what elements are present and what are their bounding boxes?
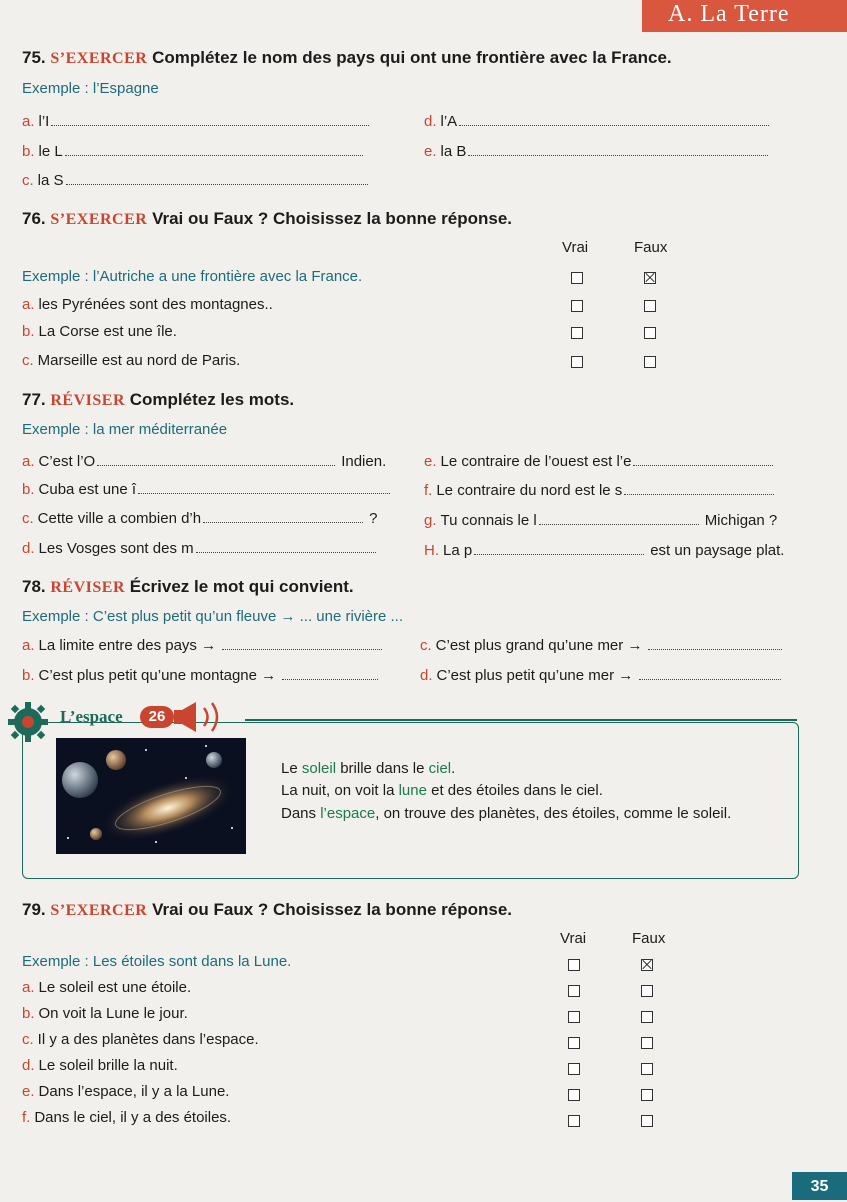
exercise-kind: S’EXERCER (50, 50, 148, 67)
ex76-item-c: c. Marseille est au nord de Paris. (22, 352, 241, 369)
exercise-77-title (22, 390, 294, 410)
answer-blank[interactable] (459, 124, 769, 126)
exercise-kind: RÉVISER (50, 579, 126, 596)
vrai-checkbox[interactable] (571, 300, 583, 312)
vrai-checkbox[interactable] (568, 985, 580, 997)
faux-checkbox[interactable] (644, 327, 656, 339)
faux-checkbox[interactable] (641, 985, 653, 997)
faux-checkbox[interactable] (641, 1037, 653, 1049)
exercise-78-example: Exemple : C’est plus petit qu’un fleuve → ... une rivière ... (22, 608, 404, 625)
ex78-item-c: c. C’est plus grand qu’une mer → (420, 637, 784, 654)
exercise-78-title (22, 577, 354, 597)
exercise-instruction: Vrai ou Faux ? Choisissez la bonne réponse. (152, 209, 512, 228)
ex77-item-a: a. C’est l’O Indien. (22, 453, 387, 470)
faux-checkbox[interactable] (644, 356, 656, 368)
ex77-item-c: c. Cette ville a combien d’h ? (22, 510, 378, 527)
answer-blank[interactable] (468, 154, 768, 156)
exercise-kind: RÉVISER (50, 392, 126, 409)
answer-blank[interactable] (222, 648, 382, 650)
exercise-kind: S’EXERCER (50, 211, 148, 228)
ex79-item-c: c. Il y a des planètes dans l’espace. (22, 1031, 259, 1048)
column-vrai: Vrai (562, 239, 589, 256)
exercise-instruction: Écrivez le mot qui convient. (129, 577, 354, 596)
answer-blank[interactable] (539, 523, 699, 525)
answer-blank[interactable] (474, 553, 644, 555)
answer-blank[interactable] (51, 124, 369, 126)
audio-track-number[interactable]: 26 (140, 706, 174, 728)
exercise-79-example: Exemple : Les étoiles sont dans la Lune. (22, 953, 292, 970)
exercise-kind: S’EXERCER (50, 902, 148, 919)
answer-blank[interactable] (196, 551, 376, 553)
vrai-checkbox[interactable] (571, 356, 583, 368)
vrai-checkbox[interactable] (568, 1037, 580, 1049)
exercise-number: 76. (22, 209, 46, 228)
column-faux: Faux (632, 930, 666, 947)
faux-checkbox[interactable] (644, 300, 656, 312)
faux-checkbox[interactable] (641, 1115, 653, 1127)
faux-checkbox[interactable] (641, 1011, 653, 1023)
ex78-item-a: a. La limite entre des pays → (22, 637, 384, 654)
chapter-header: A. La Terre (642, 0, 847, 32)
ex76-item-a: a. les Pyrénées sont des montagnes.. (22, 296, 273, 313)
exercise-instruction: Complétez les mots. (129, 390, 295, 409)
answer-blank[interactable] (138, 492, 390, 494)
ex77-item-h: H. La p est un paysage plat. (424, 542, 785, 559)
ex75-item-a: a. l’I (22, 113, 371, 130)
exercise-76-example: Exemple : l’Autriche a une frontière avec la France. (22, 268, 363, 285)
vrai-checkbox[interactable] (568, 959, 580, 971)
ex79-item-e: e. Dans l’espace, il y a la Lune. (22, 1083, 230, 1100)
exercise-79-title (22, 900, 512, 920)
ex79-item-b: b. On voit la Lune le jour. (22, 1005, 188, 1022)
exercise-75-title (22, 48, 672, 68)
ex77-item-f: f. Le contraire du nord est le s (424, 482, 776, 499)
section-rule (245, 719, 797, 721)
answer-blank[interactable] (203, 521, 363, 523)
answer-blank[interactable] (624, 493, 774, 495)
answer-blank[interactable] (97, 464, 335, 466)
faux-checkbox[interactable] (641, 1089, 653, 1101)
espace-line-1: Le soleil brille dans le ciel. (281, 760, 456, 777)
exercise-number: 77. (22, 390, 46, 409)
ex75-item-b: b. le L (22, 143, 365, 160)
exercise-number: 75. (22, 48, 46, 67)
exercise-number: 78. (22, 577, 46, 596)
vrai-checkbox[interactable] (568, 1011, 580, 1023)
gear-icon (6, 700, 50, 744)
exercise-76-title (22, 209, 512, 229)
exercise-instruction: Complétez le nom des pays qui ont une frontière avec la France. (152, 48, 672, 67)
exercise-instruction: Vrai ou Faux ? Choisissez la bonne réponse. (152, 900, 512, 919)
column-vrai: Vrai (560, 930, 587, 947)
exercise-number: 79. (22, 900, 46, 919)
ex75-item-e: e. la B (424, 143, 770, 160)
answer-blank[interactable] (282, 678, 378, 680)
space-galaxy-image (56, 738, 246, 854)
ex79-item-a: a. Le soleil est une étoile. (22, 979, 192, 996)
answer-blank[interactable] (639, 678, 781, 680)
answer-blank[interactable] (66, 183, 368, 185)
faux-checkbox-checked[interactable] (644, 272, 656, 284)
vrai-checkbox[interactable] (568, 1089, 580, 1101)
ex75-item-c: c. la S (22, 172, 370, 189)
espace-line-2: La nuit, on voit la lune et des étoiles dans le ciel. (281, 782, 603, 799)
vrai-checkbox[interactable] (568, 1115, 580, 1127)
exercise-75-example: Exemple : l’Espagne (22, 80, 159, 97)
ex77-item-b: b. Cuba est une î (22, 481, 392, 498)
ex77-item-d: d. Les Vosges sont des m (22, 540, 378, 557)
espace-line-3: Dans l’espace, on trouve des planètes, des étoiles, comme le soleil. (281, 805, 732, 822)
ex79-item-d: d. Le soleil brille la nuit. (22, 1057, 178, 1074)
answer-blank[interactable] (633, 464, 773, 466)
vrai-checkbox[interactable] (571, 272, 583, 284)
ex78-item-d: d. C’est plus petit qu’une mer → (420, 667, 783, 684)
column-faux: Faux (634, 239, 668, 256)
page-number: 35 (792, 1172, 847, 1200)
vrai-checkbox[interactable] (568, 1063, 580, 1075)
faux-checkbox-checked[interactable] (641, 959, 653, 971)
ex76-item-b: b. La Corse est une île. (22, 323, 177, 340)
ex78-item-b: b. C’est plus petit qu’une montagne → (22, 667, 380, 684)
vrai-checkbox[interactable] (571, 327, 583, 339)
ex77-item-e: e. Le contraire de l’ouest est l’e (424, 453, 775, 470)
ex79-item-f: f. Dans le ciel, il y a des étoiles. (22, 1109, 232, 1126)
answer-blank[interactable] (65, 154, 363, 156)
faux-checkbox[interactable] (641, 1063, 653, 1075)
exercise-77-example: Exemple : la mer méditerranée (22, 421, 228, 438)
ex75-item-d: d. l’A (424, 113, 771, 130)
ex77-item-g: g. Tu connais le l Michigan ? (424, 512, 778, 529)
speaker-icon[interactable] (174, 700, 230, 734)
answer-blank[interactable] (648, 648, 782, 650)
espace-title: L’espace (60, 707, 123, 726)
